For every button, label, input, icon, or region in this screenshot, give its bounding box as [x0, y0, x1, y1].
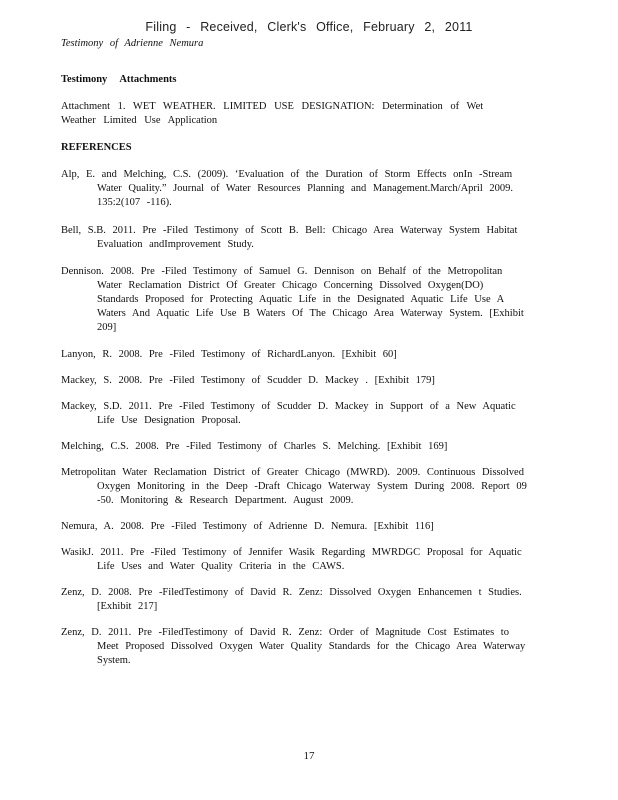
reference-item: Zenz, D. 2011. Pre -FiledTestimony of David R. Zenz: Order of Magnitude Cost Estimates to Meet Proposed Dissolved Oxygen Water Quality Standards for the Chicago Area Waterway System. — [61, 627, 526, 666]
reference-item: Mackey, S. 2008. Pre -Filed Testimony of Scudder D. Mackey . [Exhibit 179] — [61, 375, 435, 386]
references-heading: REFERENCES — [61, 142, 132, 153]
page-number: 17 — [303, 750, 315, 762]
filing-stamp: Filing - Received, Clerk's Office, February 2, 2011 — [145, 20, 473, 34]
attachments-heading: Testimony Attachments — [61, 74, 177, 85]
reference-item: Metropolitan Water Reclamation District of Greater Chicago (MWRD). 2009. Continuous Dissolved Oxygen Monitoring in the Deep -Draft Chicago Waterway System During 2008. Report 09 -50. Monitoring & Research Department. August 2009. — [61, 467, 527, 506]
testimony-subtitle: Testimony of Adrienne Nemura — [61, 38, 204, 49]
reference-item: WasikJ. 2011. Pre -Filed Testimony of Jennifer Wasik Regarding MWRDGC Proposal for Aquatic Life Uses and Water Quality Criteria in the CAWS. — [61, 547, 522, 572]
reference-item: Lanyon, R. 2008. Pre -Filed Testimony of RichardLanyon. [Exhibit 60] — [61, 349, 397, 360]
reference-item: Alp, E. and Melching, C.S. (2009). ‘Evaluation of the Duration of Storm Effects onIn -Stream Water Quality.” Journal of Water Resources Planning and Management.March/April 2009. 135:2(107 -116). — [61, 169, 513, 208]
reference-item: Nemura, A. 2008. Pre -Filed Testimony of Adrienne D. Nemura. [Exhibit 116] — [61, 521, 434, 532]
reference-item: Dennison. 2008. Pre -Filed Testimony of Samuel G. Dennison on Behalf of the Metropolitan Water Reclamation District Of Greater Chicago Concerning Dissolved Oxygen(DO) Standards Proposed for Protecting Aquatic Life in the Designated Aquatic Life Use A Waters And Aquatic Life Use B Waters Of The Chicago Area Waterway System. [Exhibit 209] — [61, 266, 524, 333]
reference-item: Melching, C.S. 2008. Pre -Filed Testimony of Charles S. Melching. [Exhibit 169] — [61, 441, 448, 452]
reference-item: Zenz, D. 2008. Pre -FiledTestimony of David R. Zenz: Dissolved Oxygen Enhancemen t Studies. [Exhibit 217] — [61, 587, 522, 612]
attachment-item: Attachment 1. WET WEATHER. LIMITED USE DESIGNATION: Determination of Wet Weather Limited Use Application — [61, 101, 484, 126]
references-list — [61, 168, 531, 668]
reference-item: Bell, S.B. 2011. Pre -Filed Testimony of Scott B. Bell: Chicago Area Waterway System Habitat Evaluation andImprovement Study. — [61, 225, 518, 250]
reference-item: Mackey, S.D. 2011. Pre -Filed Testimony of Scudder D. Mackey in Support of a New Aquatic Life Use Designation Proposal. — [61, 401, 516, 426]
